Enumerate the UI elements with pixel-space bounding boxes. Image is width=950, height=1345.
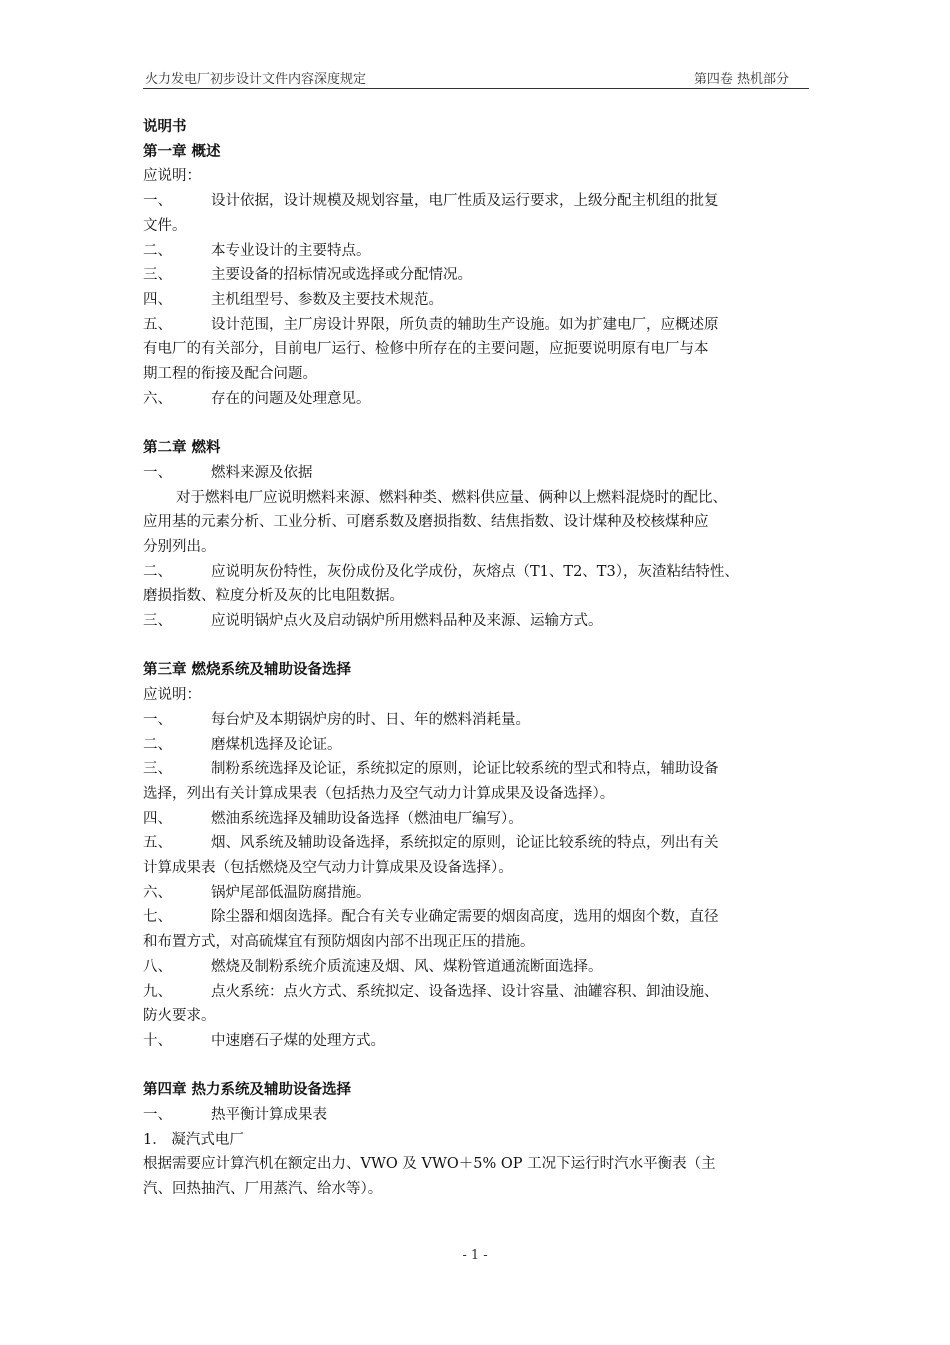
ch4-item-1-text: 热平衡计算成果表 — [211, 1107, 327, 1124]
ch2-item-1-text: 燃料来源及依据 — [211, 464, 313, 481]
ch3-item-9-text: 点火系统：点火方式、系统拟定、设备选择、设计容量、油罐容积、卸油设施、 — [211, 983, 719, 1000]
ch1-item-2-text: 本专业设计的主要特点。 — [211, 242, 371, 259]
ch1-item-2 — [143, 239, 805, 264]
ch4-item-1 — [143, 1103, 805, 1128]
ch3-item-10-text: 中速磨石子煤的处理方式。 — [211, 1032, 385, 1049]
ch3-item-1 — [143, 708, 805, 733]
ch4-paragraph-line-2: 汽、回热抽汽、厂用蒸汽、给水等）。 — [143, 1181, 383, 1198]
ch4-subheading-1: 1． 凝汽式电厂 — [143, 1131, 244, 1148]
ch1-item-4 — [143, 288, 805, 313]
ch3-item-10-number: 十、 — [143, 1032, 172, 1049]
ch3-item-3-text: 制粉系统选择及论证，系统拟定的原则，论证比较系统的型式和特点，辅助设备 — [211, 761, 719, 778]
document-title: 说明书 — [143, 118, 187, 135]
chapter-3-title: 第三章 燃烧系统及辅助设备选择 — [143, 661, 352, 679]
chapter-2-title: 第二章 燃料 — [143, 439, 221, 457]
ch3-item-5-continuation: 计算成果表（包括燃烧及空气动力计算成果及设备选择）。 — [143, 860, 513, 877]
ch3-item-8-number: 八、 — [143, 958, 172, 975]
ch3-item-6 — [143, 881, 805, 906]
ch3-item-1-number: 一、 — [143, 711, 172, 728]
ch3-item-3 — [143, 757, 805, 782]
chapter-1-title: 第一章 概述 — [143, 142, 221, 160]
ch1-item-6-number: 六、 — [143, 390, 172, 407]
ch2-item-2-text: 应说明灰份特性，灰份成份及化学成份，灰熔点（T1、T2、T3），灰渣粘结特性、 — [211, 563, 739, 580]
ch1-item-2-number: 二、 — [143, 242, 172, 259]
ch1-item-3-text: 主要设备的招标情况或选择或分配情况。 — [211, 267, 472, 284]
ch3-item-7 — [143, 905, 805, 930]
ch3-item-8 — [143, 955, 805, 980]
ch1-item-5-continuation-2: 期工程的衔接及配合问题。 — [143, 366, 317, 383]
section-spacer — [143, 411, 805, 436]
ch1-item-5 — [143, 313, 805, 338]
ch1-item-5-number: 五、 — [143, 316, 172, 333]
ch2-item-2 — [143, 560, 805, 585]
ch3-item-4-number: 四、 — [143, 810, 172, 827]
ch3-item-4-text: 燃油系统选择及辅助设备选择（燃油电厂编写）。 — [211, 810, 523, 827]
ch2-item-3-text: 应说明锅炉点火及启动锅炉所用燃料品种及来源、运输方式。 — [211, 613, 603, 630]
header-document-title: 火力发电厂初步设计文件内容深度规定 — [145, 72, 367, 87]
ch1-item-3-number: 三、 — [143, 267, 172, 284]
ch2-paragraph-line-2: 应用基的元素分析、工业分析、可磨系数及磨损指数、结焦指数、设计煤种及校核煤种应 — [143, 514, 709, 531]
ch3-item-5-number: 五、 — [143, 835, 172, 852]
ch3-item-2-text: 磨煤机选择及论证。 — [211, 736, 342, 753]
chapter-4-title: 第四章 热力系统及辅助设备选择 — [143, 1081, 352, 1099]
ch2-item-3 — [143, 609, 805, 634]
ch1-item-1 — [143, 189, 805, 214]
chapter-3-intro: 应说明： — [143, 687, 201, 704]
section-spacer — [143, 1054, 805, 1079]
ch3-item-7-continuation: 和布置方式，对高硫煤宜有预防烟囱内部不出现正压的措施。 — [143, 934, 535, 951]
ch3-item-10 — [143, 1029, 805, 1054]
ch1-item-4-number: 四、 — [143, 291, 172, 308]
ch3-item-9-number: 九、 — [143, 983, 172, 1000]
ch3-item-6-text: 锅炉尾部低温防腐措施。 — [211, 884, 371, 901]
ch1-item-1-number: 一、 — [143, 193, 172, 210]
ch4-item-1-number: 一、 — [143, 1107, 172, 1124]
ch1-item-3 — [143, 263, 805, 288]
ch1-item-4-text: 主机组型号、参数及主要技术规范。 — [211, 291, 443, 308]
ch3-item-9 — [143, 980, 805, 1005]
ch2-paragraph-line-1: 对于燃料电厂应说明燃料来源、燃料种类、燃料供应量、俩种以上燃料混烧时的配比、 — [176, 489, 727, 506]
ch3-item-7-number: 七、 — [143, 909, 172, 926]
ch2-item-1-number: 一、 — [143, 464, 172, 481]
ch3-item-5 — [143, 831, 805, 856]
ch1-item-6-text: 存在的问题及处理意见。 — [211, 390, 371, 407]
ch3-item-4 — [143, 807, 805, 832]
header-volume-title: 第四卷 热机部分 — [693, 72, 789, 87]
ch2-paragraph-line-3: 分别列出。 — [143, 538, 216, 555]
page-header — [143, 66, 809, 89]
ch2-item-2-continuation: 磨损指数、粒度分析及灰的比电阻数据。 — [143, 588, 404, 605]
ch3-item-9-continuation: 防火要求。 — [143, 1008, 216, 1025]
ch4-paragraph-line-1: 根据需要应计算汽机在额定出力、VWO 及 VWO＋5% OP 工况下运行时汽水平衡表（主 — [143, 1156, 716, 1173]
ch3-item-2 — [143, 733, 805, 758]
ch1-item-5-continuation: 有电厂的有关部分，目前电厂运行、检修中所存在的主要问题，应扼要说明原有电厂与本 — [143, 341, 709, 358]
ch3-item-2-number: 二、 — [143, 736, 172, 753]
ch2-item-1 — [143, 461, 805, 486]
document-body — [143, 115, 805, 1202]
ch3-item-6-number: 六、 — [143, 884, 172, 901]
ch1-item-5-text: 设计范围，主厂房设计界限，所负责的辅助生产设施。如为扩建电厂，应概述原 — [211, 316, 719, 333]
ch3-item-1-text: 每台炉及本期锅炉房的时、日、年的燃料消耗量。 — [211, 711, 530, 728]
section-spacer — [143, 634, 805, 659]
ch1-item-1-text: 设计依据，设计规模及规划容量，电厂性质及运行要求，上级分配主机组的批复 — [211, 193, 719, 210]
ch3-item-3-number: 三、 — [143, 761, 172, 778]
ch3-item-8-text: 燃烧及制粉系统介质流速及烟、风、煤粉管道通流断面选择。 — [211, 958, 603, 975]
ch1-item-1-continuation: 文件。 — [143, 217, 187, 234]
chapter-1-intro: 应说明： — [143, 168, 201, 185]
ch3-item-3-continuation: 选择，列出有关计算成果表（包括热力及空气动力计算成果及设备选择）。 — [143, 785, 615, 802]
page-number: - 1 - — [462, 1248, 488, 1263]
ch2-item-2-number: 二、 — [143, 563, 172, 580]
ch3-item-7-text: 除尘器和烟囱选择。配合有关专业确定需要的烟囱高度，选用的烟囱个数，直径 — [211, 909, 719, 926]
ch3-item-5-text: 烟、风系统及辅助设备选择，系统拟定的原则，论证比较系统的特点，列出有关 — [211, 835, 719, 852]
ch1-item-6 — [143, 387, 805, 412]
ch2-item-3-number: 三、 — [143, 613, 172, 630]
